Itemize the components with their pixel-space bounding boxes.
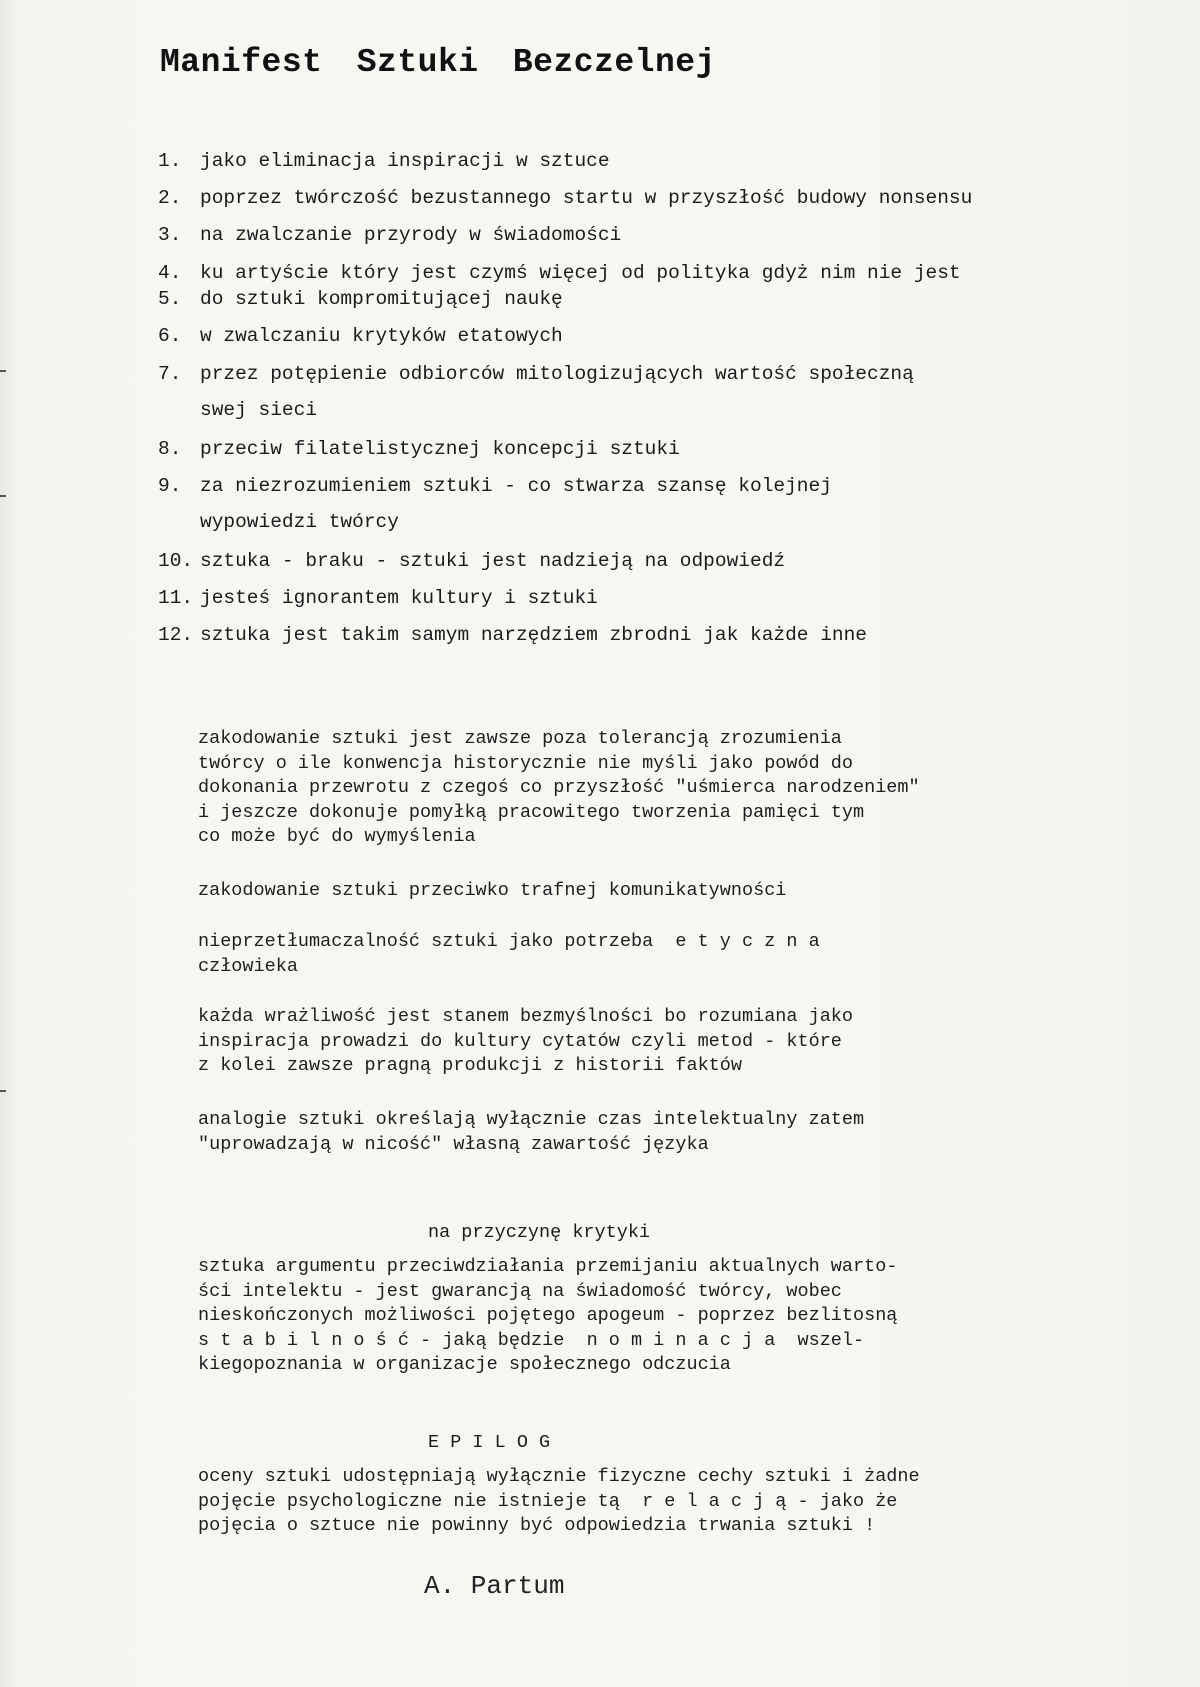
list-item: 3. na zwalczanie przyrody w świadomości bbox=[158, 224, 622, 246]
list-item: 11. jesteś ignorantem kultury i sztuki bbox=[158, 587, 598, 609]
list-item: 12. sztuka jest takim samym narzędziem zbrodni jak każde inne bbox=[158, 624, 868, 646]
epilog-heading: E P I L O G bbox=[428, 1432, 551, 1453]
list-item: 6. w zwalczaniu krytyków etatowych bbox=[158, 325, 563, 347]
list-item: 2. poprzez twórczość bezustannego startu w przyszłość budowy nonsensu bbox=[158, 187, 973, 209]
critique-text: sztuka argumentu przeciwdziałania przemijaniu aktualnych warto- ści intelektu - jest gwarancją na świadomość twórcy, wobec nieskończonych możliwości pojętego apogeum - poprzez bezlitosną s t a b i l n o ś ć - jaką będzie n o m i n a c j a wszel- kiegopoznania w organizacje społecznego odczucia bbox=[198, 1256, 898, 1375]
critique-heading: na przyczynę krytyki bbox=[428, 1222, 651, 1243]
list-item: 4. ku artyście który jest czymś więcej od polityka gdyż nim nie jest bbox=[158, 262, 961, 284]
edge-mark bbox=[0, 370, 6, 372]
list-item-continuation: swej sieci bbox=[200, 399, 318, 421]
edge-mark bbox=[0, 1090, 6, 1092]
list-item: 7. przez potępienie odbiorców mitologizujących wartość społeczną swej sieci bbox=[158, 363, 914, 421]
paragraph: analogie sztuki określają wyłącznie czas intelektualny zatem "uprowadzają w nicość" własną zawartość języka bbox=[198, 1109, 865, 1155]
epilog-text: oceny sztuki udostępniają wyłącznie fizyczne cechy sztuki i żadne pojęcie psychologiczne nie istnieje tą r e l a c j ą - jako że pojęcia o sztuce nie powinny być odpowiedzia trwania sztuki ! bbox=[198, 1466, 920, 1536]
list-item: 5. do sztuki kompromitującej naukę bbox=[158, 288, 563, 310]
paragraph: zakodowanie sztuki przeciwko trafnej komunikatywności bbox=[198, 880, 787, 901]
paragraph: zakodowanie sztuki jest zawsze poza tolerancją zrozumienia twórcy o ile konwencja historycznie nie myśli jako powód do dokonania przewrotu z czegoś co przyszłość "uśmierca narodzeniem" i jeszcze dokonuje pomyłką pracowitego tworzenia pamięci tym co może być do wymyślenia bbox=[198, 728, 920, 847]
list-item: 1. jako eliminacja inspiracji w sztuce bbox=[158, 150, 610, 172]
page-title: Manifest Sztuki Bezczelnej bbox=[160, 44, 716, 81]
list-item: 8. przeciw filatelistycznej koncepcji sztuki bbox=[158, 438, 680, 460]
paragraph: nieprzetłumaczalność sztuki jako potrzeba e t y c z n a człowieka bbox=[198, 931, 820, 977]
signature: A. Partum bbox=[424, 1571, 565, 1601]
list-item-continuation: wypowiedzi twórcy bbox=[200, 511, 399, 533]
list-item: 10. sztuka - braku - sztuki jest nadzieją na odpowiedź bbox=[158, 550, 786, 572]
paragraph: każda wrażliwość jest stanem bezmyślności bo rozumiana jako inspiracja prowadzi do kultury cytatów czyli metod - które z kolei zawsze pragną produkcji z historii faktów bbox=[198, 1006, 854, 1076]
list-item: 9. za niezrozumieniem sztuki - co stwarza szansę kolejnej wypowiedzi twórcy bbox=[158, 475, 832, 533]
edge-mark bbox=[0, 495, 6, 497]
